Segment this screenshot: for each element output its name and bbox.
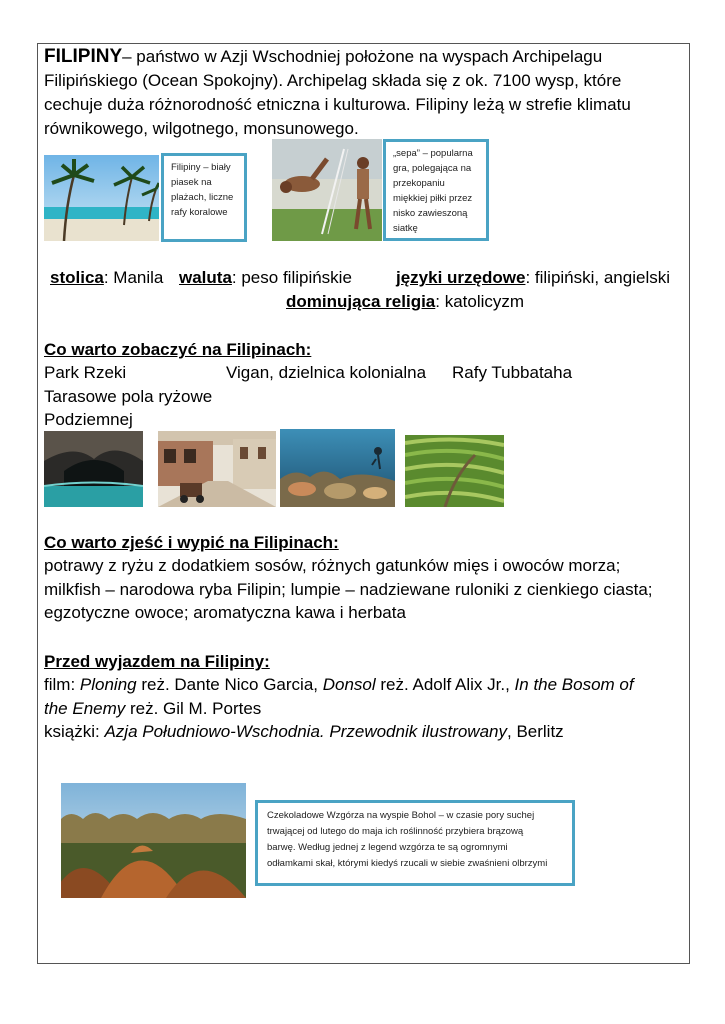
languages-value: : filipiński, angielski bbox=[525, 268, 670, 287]
eat-heading: Co warto zjeść i wypić na Filipinach: bbox=[44, 533, 339, 552]
caption-line: piasek na bbox=[171, 177, 212, 188]
see-item: Podziemnej bbox=[44, 410, 133, 429]
see-heading: Co warto zobaczyć na Filipinach: bbox=[44, 340, 312, 359]
caption-line: nisko zawieszoną bbox=[393, 208, 468, 219]
rice-terraces-photo bbox=[405, 435, 504, 507]
book-title: Azja Południowo-Wschodnia. Przewodnik ilustrowany bbox=[104, 722, 507, 741]
eat-line: milkfish – narodowa ryba Filipin; lumpie – nadziewane ruloniki z cienkiego ciasta; bbox=[44, 580, 653, 599]
caption-line: odłamkami skał, którymi kiedyś rzucali w siebie zwaśnieni olbrzymi bbox=[267, 858, 548, 869]
religion bbox=[286, 290, 524, 314]
film-line bbox=[44, 673, 634, 697]
beach-caption bbox=[161, 153, 247, 242]
film-director: reż. Gil M. Portes bbox=[125, 699, 262, 718]
chocolate-hills-caption bbox=[255, 800, 575, 886]
books-prefix: książki: bbox=[44, 722, 105, 741]
caption-line: Czekoladowe Wzgórza na wyspie Bohol – w czasie pory suchej bbox=[267, 810, 535, 821]
caption-line: siatkę bbox=[393, 223, 418, 234]
capital-value: : Manila bbox=[103, 268, 164, 287]
intro-line: cechuje duża różnorodność etniczna i kulturowa. Filipiny leżą w strefie klimatu bbox=[44, 95, 631, 114]
caption-line: barwę. Według jednej z legend wzgórza te są ogromnymi bbox=[267, 842, 508, 853]
see-item: Tarasowe pola ryżowe bbox=[44, 387, 213, 406]
capital-label: stolica bbox=[50, 268, 104, 287]
before-heading: Przed wyjazdem na Filipiny: bbox=[44, 652, 270, 671]
caption-line: gra, polegająca na bbox=[393, 163, 472, 174]
caption-line: trwającej od lutego do maja ich roślinność przybiera brązową bbox=[267, 826, 524, 837]
country-title: FILIPINY bbox=[44, 46, 123, 67]
books-line bbox=[44, 720, 564, 744]
film-title: Donsol bbox=[322, 675, 376, 694]
see-item: Park Rzeki bbox=[44, 363, 127, 382]
caption-line: przekopaniu bbox=[393, 178, 445, 189]
film-director: reż. Adolf Alix Jr., bbox=[375, 675, 515, 694]
sepa-photo bbox=[272, 139, 382, 241]
sepa-caption bbox=[383, 139, 489, 241]
religion-value: : katolicyzm bbox=[435, 292, 525, 311]
caption-line: „sepa” – popularna bbox=[393, 148, 473, 159]
intro-line: Filipińskiego (Ocean Spokojny). Archipelag składa się z ok. 7100 wysp, które bbox=[44, 71, 622, 90]
caption-line: plażach, liczne bbox=[171, 192, 234, 203]
film-title: In the Bosom of bbox=[514, 675, 634, 694]
caption-line: Filipiny – biały bbox=[171, 162, 231, 173]
facts-row bbox=[50, 266, 163, 290]
caption-line: rafy koralowe bbox=[171, 207, 228, 218]
vigan-photo bbox=[158, 431, 276, 507]
intro-line: równikowego, wilgotnego, monsunowego. bbox=[44, 119, 359, 138]
languages bbox=[396, 266, 670, 290]
religion-label: dominująca religia bbox=[286, 292, 436, 311]
film-line-continued bbox=[44, 697, 261, 721]
caption-line: miękkiej piłki przez bbox=[393, 193, 473, 204]
intro-paragraph bbox=[44, 45, 684, 141]
film-title: Ploning bbox=[79, 675, 137, 694]
currency-value: : peso filipińskie bbox=[231, 268, 352, 287]
beach-photo bbox=[44, 155, 159, 241]
languages-label: języki urzędowe bbox=[396, 268, 526, 287]
see-item: Vigan, dzielnica kolonialna bbox=[226, 363, 427, 382]
cave-river-photo bbox=[44, 431, 143, 507]
film-prefix: film: bbox=[44, 675, 80, 694]
currency-label: waluta bbox=[179, 268, 232, 287]
eat-line: potrawy z ryżu z dodatkiem sosów, różnych gatunków mięs i owoców morza; bbox=[44, 556, 621, 575]
intro-line: – państwo w Azji Wschodniej położone na wyspach Archipelagu bbox=[122, 47, 603, 66]
see-item: Rafy Tubbataha bbox=[452, 363, 573, 382]
book-publisher: , Berlitz bbox=[507, 722, 564, 741]
film-title: the Enemy bbox=[44, 699, 126, 718]
reef-photo bbox=[280, 429, 395, 507]
chocolate-hills-photo bbox=[61, 783, 246, 898]
eat-line: egzotyczne owoce; aromatyczna kawa i herbata bbox=[44, 603, 406, 622]
currency bbox=[179, 266, 352, 290]
film-director: reż. Dante Nico Garcia, bbox=[136, 675, 323, 694]
